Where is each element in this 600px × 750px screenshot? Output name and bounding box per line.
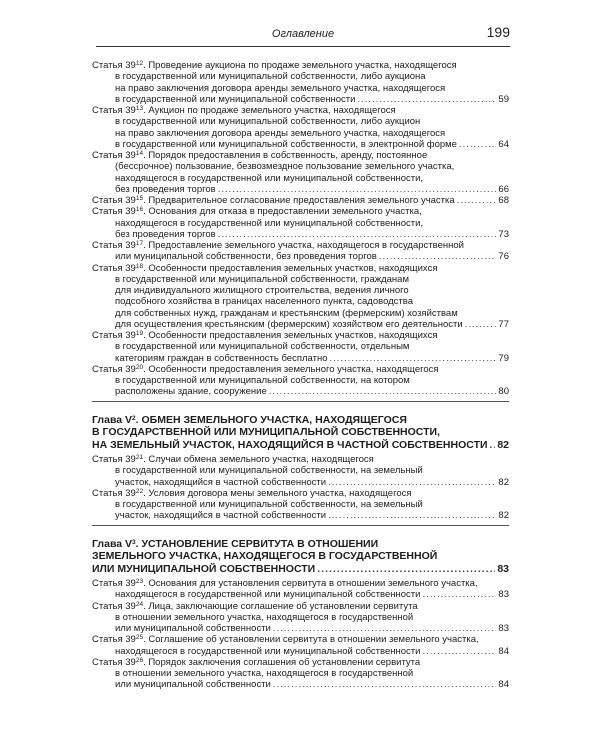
entry-text — [92, 657, 420, 668]
toc-entry[interactable] — [92, 206, 509, 240]
section-divider — [92, 401, 509, 402]
chapter-heading[interactable] — [92, 538, 509, 576]
entry-title: . Особенности предоставления земельного участка, находящегося — [143, 363, 439, 375]
entry-superscript: 26 — [135, 656, 144, 664]
entry-superscript: 21 — [135, 454, 144, 461]
toc-entry[interactable] — [92, 578, 509, 601]
entry-line — [92, 150, 509, 161]
entry-title: . Особенности предоставления земельных участков, находящихся — [143, 262, 438, 274]
entry-text — [92, 454, 374, 465]
entry-title: . Предоставление земельного участка, находящегося в государственной — [143, 240, 464, 251]
dot-leader — [490, 439, 496, 452]
entry-text: в государственной или муниципальной собственности, либо аукциона — [115, 71, 426, 83]
entry-line — [92, 274, 509, 285]
entry-text: подсобного хозяйства в границах населенного пункта, садоводства — [115, 296, 414, 308]
entry-line — [92, 578, 509, 589]
entry-line — [92, 657, 509, 668]
toc-entry[interactable] — [92, 105, 509, 150]
entry-text: находящегося в государственной или муниципальной собственности, — [115, 172, 424, 184]
entry-text: участок, находящийся в частной собственности — [115, 476, 327, 488]
entry-prefix: Статья 39 — [92, 105, 136, 116]
entry-line — [92, 465, 509, 476]
entry-line — [92, 510, 509, 521]
entry-line — [92, 229, 509, 240]
entry-line — [92, 173, 509, 184]
entry-title: . УСТАНОВЛЕНИЕ СЕРВИТУТА В ОТНОШЕНИИ — [135, 537, 379, 550]
entry-prefix: Статья 39 — [92, 330, 136, 341]
toc-entry[interactable] — [92, 195, 509, 206]
dot-leader — [422, 589, 496, 600]
dot-leader — [459, 139, 496, 150]
entry-superscript: 13 — [135, 105, 144, 112]
dot-leader — [317, 563, 495, 576]
entry-line — [92, 477, 509, 488]
entry-text: находящегося в государственной или муниципальной собственности — [115, 645, 421, 657]
entry-title: . Особенности предоставления земельных участков, находящихся — [143, 330, 438, 341]
entry-line — [92, 646, 509, 657]
entry-title: . Аукцион по продаже земельного участка, находящегося — [143, 105, 396, 116]
entry-text: расположены здание, сооружение — [115, 386, 267, 398]
entry-line — [92, 426, 509, 439]
entry-prefix: Статья 39 — [92, 656, 136, 668]
entry-page-number: 77 — [498, 318, 509, 330]
entry-line — [92, 184, 509, 195]
entry-text — [92, 330, 437, 341]
entry-text — [92, 414, 407, 426]
dot-leader — [328, 510, 496, 521]
entry-page-number: 83 — [498, 589, 509, 601]
entry-text: категориям граждан в собственность бесплатно — [115, 352, 328, 364]
entry-title: . Порядок заключения соглашения об установлении сервитута — [143, 656, 421, 668]
dot-leader — [379, 251, 497, 262]
entry-text: для осуществления крестьянским (фермерским) хозяйством его деятельности — [115, 318, 463, 330]
entry-superscript: 19 — [135, 330, 144, 337]
dot-leader — [329, 353, 496, 364]
entry-superscript: 3 — [132, 538, 136, 546]
entry-line — [92, 634, 509, 645]
entry-line — [92, 308, 509, 319]
entry-prefix: Статья 39 — [92, 454, 136, 465]
entry-text: в государственной или муниципальной собственности, в электронной форме — [115, 138, 457, 150]
entry-line — [92, 488, 509, 499]
entry-line — [92, 263, 509, 274]
entry-line — [92, 563, 509, 576]
entry-superscript: 24 — [135, 600, 144, 608]
entry-line — [92, 319, 509, 330]
entry-page-number: 82 — [498, 476, 509, 488]
entry-text — [92, 240, 464, 251]
entry-line — [92, 296, 509, 307]
dot-leader — [357, 94, 496, 105]
entry-line — [92, 341, 509, 352]
entry-text: в государственной или муниципальной собственности, на земельный — [115, 465, 423, 477]
toc-entry[interactable] — [92, 263, 509, 331]
toc-entry[interactable] — [92, 657, 509, 691]
entry-page-number: 82 — [497, 438, 509, 451]
entry-prefix: Глава V — [92, 537, 133, 550]
running-header — [96, 24, 510, 47]
entry-page-number: 68 — [498, 195, 509, 206]
entry-line — [92, 71, 509, 82]
entry-line — [92, 679, 509, 690]
entry-superscript: 15 — [135, 195, 144, 202]
entry-text — [92, 105, 396, 116]
entry-line — [92, 454, 509, 465]
entry-line — [92, 353, 509, 364]
toc-entry[interactable] — [92, 634, 509, 657]
chapter-heading[interactable] — [92, 414, 509, 452]
entry-line — [92, 538, 509, 551]
entry-line — [92, 375, 509, 386]
entry-text: В ГОСУДАРСТВЕННОЙ ИЛИ МУНИЦИПАЛЬНОЙ СОБСТВЕННОСТИ, — [92, 426, 440, 438]
entry-text: в государственной или муниципальной собственности, на земельный — [115, 499, 423, 510]
entry-prefix: Глава V — [92, 413, 133, 426]
entry-text: участок, находящийся в частной собственности — [115, 510, 327, 522]
entry-superscript: 17 — [135, 240, 144, 247]
entry-superscript: 25 — [135, 634, 144, 642]
entry-page-number: 82 — [498, 510, 509, 522]
entry-text: (бессрочное) пользование, безвозмездное пользование земельного участка, — [115, 161, 455, 173]
dot-leader — [218, 229, 497, 240]
entry-title: . Лица, заключающие соглашение об установлении сервитута — [143, 600, 418, 612]
entry-text: на право заключения договора аренды земельного участка, находящегося — [115, 127, 446, 139]
dot-leader — [422, 646, 496, 657]
entry-line — [92, 139, 509, 150]
entry-line — [92, 94, 509, 105]
entry-page-number: 84 — [498, 679, 509, 691]
entry-line — [92, 414, 509, 427]
entry-line — [92, 195, 509, 206]
entry-line — [92, 60, 509, 71]
entry-prefix: Статья 39 — [92, 60, 136, 71]
entry-text — [92, 634, 479, 645]
dot-leader — [273, 623, 497, 634]
entry-text: на право заключения договора аренды земельного участка, находящегося — [115, 82, 446, 94]
entry-title: . Основания для установления сервитута в отношении земельного участка, — [143, 578, 478, 589]
entry-text: для собственных нужд, гражданам и крестьянским (фермерским) хозяйствам — [115, 307, 458, 319]
entry-superscript: 18 — [135, 262, 144, 270]
running-title: Оглавление — [271, 28, 335, 40]
entry-text: без проведения торгов — [115, 228, 216, 240]
entry-page-number: 80 — [498, 386, 509, 398]
dot-leader — [218, 184, 497, 195]
entry-text — [92, 60, 457, 71]
entry-title: . Случаи обмена земельного участка, находящегося — [143, 454, 374, 465]
entry-superscript: 20 — [135, 363, 144, 371]
toc-entry[interactable] — [92, 454, 509, 488]
entry-text — [92, 364, 439, 375]
entry-prefix: Статья 39 — [92, 262, 136, 274]
entry-line — [92, 330, 509, 341]
entry-text: в государственной или муниципальной собственности, гражданам — [115, 273, 409, 285]
entry-superscript: 23 — [135, 578, 144, 585]
entry-page-number: 59 — [498, 93, 509, 105]
entry-title: . ОБМЕН ЗЕМЕЛЬНОГО УЧАСТКА, НАХОДЯЩЕГОСЯ — [135, 413, 407, 426]
entry-title: . Проведение аукциона по продаже земельного участка, находящегося — [143, 60, 457, 71]
entry-line — [92, 218, 509, 229]
entry-prefix: Статья 39 — [92, 600, 136, 612]
entry-text: ЗЕМЕЛЬНОГО УЧАСТКА, НАХОДЯЩЕГОСЯ В ГОСУДАРСТВЕННОЙ — [92, 550, 438, 562]
entry-superscript: 14 — [135, 150, 144, 157]
entry-text — [92, 206, 422, 217]
entry-line — [92, 206, 509, 217]
entry-line — [92, 601, 509, 612]
toc-entry[interactable] — [92, 488, 509, 522]
entry-text: в государственной или муниципальной собственности — [115, 93, 356, 105]
entry-line — [92, 116, 509, 127]
entry-text: находящегося в государственной или муниципальной собственности — [115, 589, 421, 601]
entry-text — [92, 150, 427, 161]
entry-line — [92, 83, 509, 94]
entry-line — [92, 550, 509, 563]
entry-page-number: 79 — [498, 352, 509, 364]
entry-text: в государственной или муниципальной собственности, на котором — [115, 375, 410, 386]
entry-line — [92, 251, 509, 262]
entry-title: . Основания для отказа в предоставлении земельного участка, — [143, 206, 422, 218]
entry-superscript: 12 — [135, 60, 144, 67]
entry-text: или муниципальной собственности — [115, 623, 271, 634]
dot-leader — [457, 195, 497, 206]
entry-text: в государственной или муниципальной собственности, отдельным — [115, 341, 410, 353]
entry-title: . Порядок предоставления в собственность, аренду, постоянное — [143, 150, 428, 161]
entry-page-number: 66 — [498, 183, 509, 195]
entry-text: находящегося в государственной или муниципальной собственности, — [115, 217, 424, 229]
entry-line — [92, 285, 509, 296]
entry-superscript: 2 — [132, 414, 136, 422]
entry-text: НА ЗЕМЕЛЬНЫЙ УЧАСТОК, НАХОДЯЩИЙСЯ В ЧАСТНОЙ СОБСТВЕННОСТИ — [92, 438, 488, 451]
entry-line — [92, 386, 509, 397]
entry-prefix: Статья 39 — [92, 195, 136, 206]
entry-line — [92, 240, 509, 251]
entry-line — [92, 364, 509, 375]
entry-text: для индивидуального жилищного строительства, ведения личного — [115, 285, 409, 296]
entry-text — [92, 263, 437, 274]
entry-page-number: 84 — [498, 645, 509, 657]
entry-prefix: Статья 39 — [92, 487, 136, 499]
section-divider — [92, 525, 509, 526]
entry-prefix: Статья 39 — [92, 150, 136, 161]
entry-page-number: 83 — [497, 562, 509, 575]
table-of-contents — [92, 60, 509, 691]
entry-line — [92, 589, 509, 600]
entry-page-number: 64 — [498, 138, 509, 150]
dot-leader — [269, 386, 497, 397]
entry-line — [92, 128, 509, 139]
entry-line — [92, 623, 509, 634]
entry-text: ИЛИ МУНИЦИПАЛЬНОЙ СОБСТВЕННОСТИ — [92, 562, 316, 575]
entry-text — [92, 195, 455, 206]
entry-prefix: Статья 39 — [92, 634, 136, 646]
entry-page-number: 83 — [498, 623, 509, 634]
dot-leader — [328, 477, 496, 488]
entry-prefix: Статья 39 — [92, 206, 136, 218]
entry-text: в отношении земельного участка, находящегося в государственной — [115, 611, 414, 623]
entry-title: . Соглашение об установлении сервитута в отношении земельного участка, — [143, 634, 479, 646]
entry-superscript: 16 — [135, 206, 144, 214]
toc-entry[interactable] — [92, 150, 509, 195]
dot-leader — [273, 679, 497, 690]
entry-text — [92, 601, 418, 612]
entry-line — [92, 439, 509, 452]
entry-prefix: Статья 39 — [92, 240, 136, 251]
entry-prefix: Статья 39 — [92, 578, 136, 589]
entry-text: или муниципальной собственности — [115, 679, 271, 691]
entry-text: или муниципальной собственности, без проведения торгов — [115, 251, 377, 263]
toc-entry[interactable] — [92, 601, 509, 635]
toc-entry[interactable] — [92, 364, 509, 398]
entry-prefix: Статья 39 — [92, 363, 136, 375]
entry-line — [92, 612, 509, 623]
entry-line — [92, 499, 509, 510]
entry-text: без проведения торгов — [115, 183, 216, 195]
entry-title: . Предварительное согласование предоставления земельного участка — [143, 195, 455, 206]
entry-text — [92, 488, 412, 499]
toc-entry[interactable] — [92, 330, 509, 364]
entry-line — [92, 105, 509, 116]
entry-text: в государственной или муниципальной собственности, либо аукцион — [115, 116, 421, 128]
entry-line — [92, 668, 509, 679]
entry-superscript: 22 — [135, 487, 144, 495]
toc-entry[interactable] — [92, 240, 509, 263]
entry-page-number: 73 — [498, 228, 509, 240]
page-number: 199 — [486, 24, 510, 40]
entry-page-number: 76 — [498, 251, 509, 263]
entry-title: . Условия договора мены земельного участка, находящегося — [143, 487, 412, 499]
dot-leader — [465, 319, 497, 330]
entry-text — [92, 578, 478, 589]
entry-line — [92, 161, 509, 172]
entry-text: в отношении земельного участка, находящегося в государственной — [115, 668, 414, 679]
entry-text — [92, 538, 378, 550]
toc-entry[interactable] — [92, 60, 509, 105]
